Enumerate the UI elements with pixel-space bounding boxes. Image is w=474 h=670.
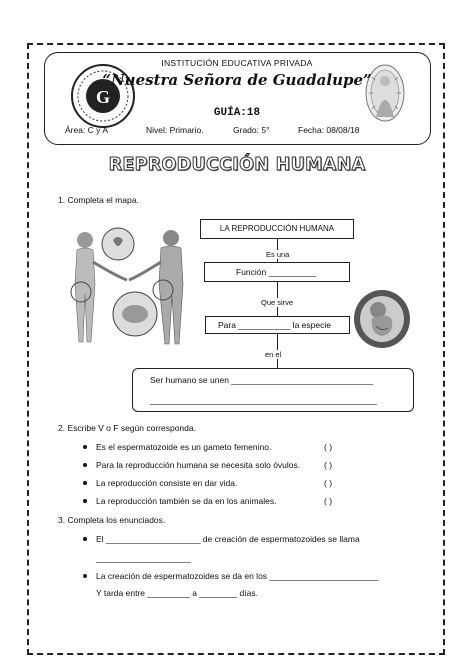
date-label: Fecha: 08/08/18	[298, 125, 360, 135]
institution-name: INSTITUCIÓN EDUCATIVA PRIVADA	[161, 58, 313, 68]
section1-heading: 1. Completa el mapa.	[58, 195, 139, 205]
school-name: “Nuestra Señora de Guadalupe”	[102, 71, 372, 89]
area-label: Área: C y A	[65, 125, 108, 135]
fill-item-1-line2[interactable]: ____________________	[96, 553, 191, 563]
map-connector-2-label: Que sirve	[261, 298, 294, 307]
vf-item-2-text: Para la reproducción humana se necesita solo óvulos.	[96, 460, 301, 470]
bullet	[83, 463, 87, 467]
map-box-result-line1: Ser humano se unen ______________________________	[150, 375, 374, 385]
fill-item-2-line2[interactable]: Y tarda entre _________ a ________ días.	[96, 588, 258, 598]
vf-item-2-answer[interactable]: ( )	[324, 460, 333, 470]
level-label: Nivel: Primario.	[146, 125, 204, 135]
section2-heading: 2. Escribe V o F según corresponda.	[58, 423, 196, 433]
bullet	[83, 481, 87, 485]
map-box-title-text: LA REPRODUCCIÓN HUMANA	[219, 224, 335, 233]
map-box-result-line2: ________________________________________________	[150, 395, 377, 405]
vf-item-3-text: La reproducción consiste en dar vida.	[96, 478, 238, 488]
map-box-purpose-text: Para ___________ la especie	[218, 320, 331, 330]
page-title: REPRODUCCIÓN HUMANA	[108, 155, 366, 175]
section3-heading: 3. Completa los enunciados.	[58, 515, 166, 525]
map-box-function-text: Función __________	[236, 267, 316, 277]
vf-item-1-text: Es el espermatozoide es un gameto femenino.	[96, 442, 272, 452]
logo-letter: G	[95, 87, 111, 107]
vf-item-4-text: La reproducción también se da en los animales.	[96, 496, 277, 506]
bullet	[83, 574, 87, 578]
vf-item-4-answer[interactable]: ( )	[324, 496, 333, 506]
fill-item-1-line1[interactable]: El ____________________ de creación de espermatozoides se llama	[96, 534, 360, 544]
map-connector-1-label: Es una	[266, 250, 290, 259]
fill-item-2-line1[interactable]: La creación de espermatozoides se da en los _______________________	[96, 571, 379, 581]
guide-number: GUÍA:18	[213, 107, 261, 119]
vf-item-1-answer[interactable]: ( )	[324, 442, 333, 452]
map-connector-3-label: en el	[265, 350, 282, 359]
grade-label: Grado: 5°	[233, 125, 270, 135]
bullet	[83, 537, 87, 541]
bullet	[83, 499, 87, 503]
bullet	[83, 445, 87, 449]
vf-item-3-answer[interactable]: ( )	[324, 478, 333, 488]
reproduction-illustration	[63, 222, 193, 350]
fetus-illustration	[352, 288, 412, 350]
